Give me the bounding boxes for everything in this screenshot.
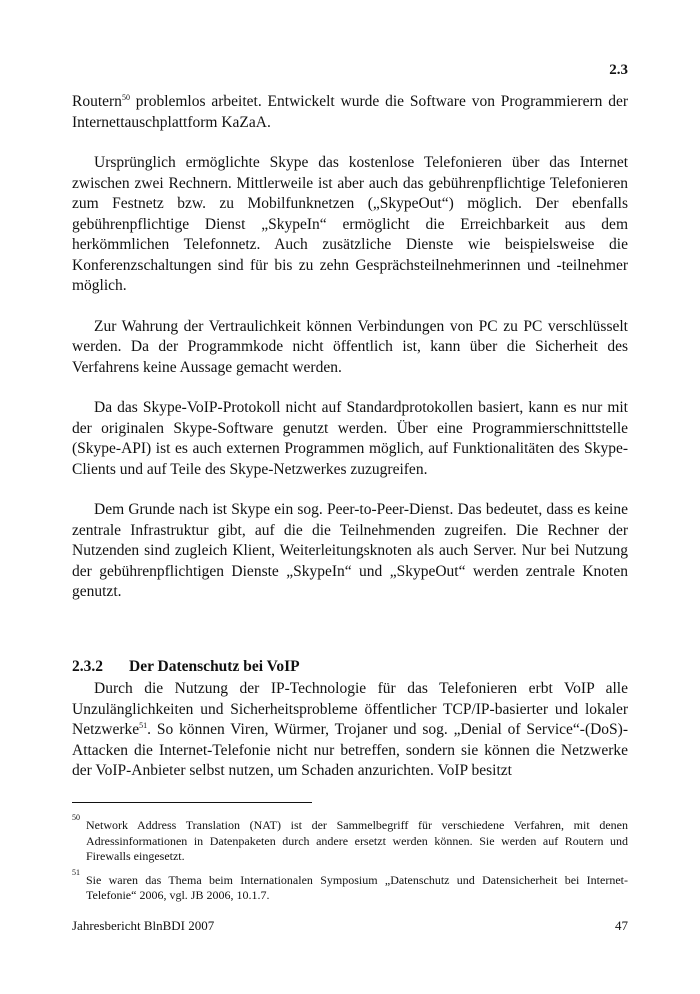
paragraph-5: Dem Grunde nach ist Skype ein sog. Peer-to-Peer-Dienst. Das bedeutet, dass es keine zentrale Infrastruktur gibt, auf die die Teilnehmenden zugreifen. Die Rechner der Nutzenden sind zugleich Klient, Weiterleitungsknoten als auch Server. Nur bei Nutzung der gebührenpflichtigen Dienste „SkypeIn“ und „SkypeOut“ werden zentrale Knoten genutzt. [72,501,628,600]
paragraph-3: Zur Wahrung der Vertraulichkeit können Verbindungen von PC zu PC verschlüsselt werden. Da der Programmkode nicht öffentlich ist, kann über die Sicherheit des Verfahrens keine Aussage gemacht werden. [72,317,628,376]
footnote-ref-50: 50 [121,92,130,102]
footnote-divider [72,802,312,803]
subsection-paragraph-start: Durch die Nutzung der IP-Technologie für das Telefonieren erbt VoIP alle Unzulänglichkeiten und Sicherheitsprobleme öffentlicher TCP/IP-basierter und lokaler Netzwerke [72,680,628,738]
subsection-number: 2.3.2 [72,657,103,675]
footnotes [72,812,628,906]
section-number: 2.3 [609,62,628,78]
main-text [72,92,628,782]
paragraph-1 [72,92,628,133]
subsection-paragraph [72,679,628,782]
footnote-mark: 51 [72,867,80,877]
paragraph-1-start: Routern [72,93,122,110]
footnote-51 [72,867,628,904]
footnote-text: Sie waren das Thema beim Internationalen Symposium „Datenschutz und Datensicherheit bei Internet-Telefonie“ 2006, vgl. JB 2006, 10.1.7. [86,872,628,902]
subsection-heading [72,657,628,678]
paragraph-1-end: problemlos arbeitet. Entwickelt wurde die Software von Programmierern der Internettauschplattform KaZaA. [72,93,628,131]
page-number: 47 [615,918,628,933]
footnote-text: Network Address Translation (NAT) ist der Sammelbegriff für verschiedene Verfahren, mit denen Adressinformationen in Datenpaketen durch andere ersetzt werden können. Sie werden auf Routern und Firewalls eingesetzt. [86,818,628,863]
footer-publication: Jahresbericht BlnBDI 2007 [72,918,215,933]
paragraph-4: Da das Skype-VoIP-Protokoll nicht auf Standardprotokollen basiert, kann es nur mit der originalen Skype-Software genutzt werden. Über eine Programmierschnittstelle (Skype-API) ist es auch externen Programmen möglich, auf Funktionalitäten des Skype-Clients und auf Teile des Skype-Netzwerkes zuzugreifen. [72,399,628,478]
footnote-mark: 50 [72,813,80,822]
subsection-title: Der Datenschutz bei VoIP [129,657,300,675]
footnote-ref-51: 51 [139,720,148,730]
paragraph-2: Ursprünglich ermöglichte Skype das kostenlose Telefonieren über das Internet zwischen zwei Rechnern. Mittlerweile ist aber auch das gebührenpflichtige Telefonieren zum Festnetz bzw. zu Mobilfunknetzen („SkypeOut“) möglich. Der ebenfalls gebührenpflichtige Dienst „SkypeIn“ ermöglicht die Erreichbarkeit aus dem herkömmlichen Telefonnetz. Auch zusätzliche Dienste wie beispielsweise die Konferenzschaltungen sind für bis zu zehn Gesprächsteilnehmerinnen und -teilnehmer möglich. [72,154,628,294]
footnote-50 [72,812,628,865]
page-footer [72,918,628,934]
subsection-paragraph-end: . So können Viren, Würmer, Trojaner und sog. „Denial of Service“-(DoS)-Attacken die Internet-Telefonie nicht nur betreffen, sondern sie können die Netzwerke der VoIP-Anbieter selbst nutzen, um Schaden anzurichten. VoIP besitzt [72,721,628,779]
